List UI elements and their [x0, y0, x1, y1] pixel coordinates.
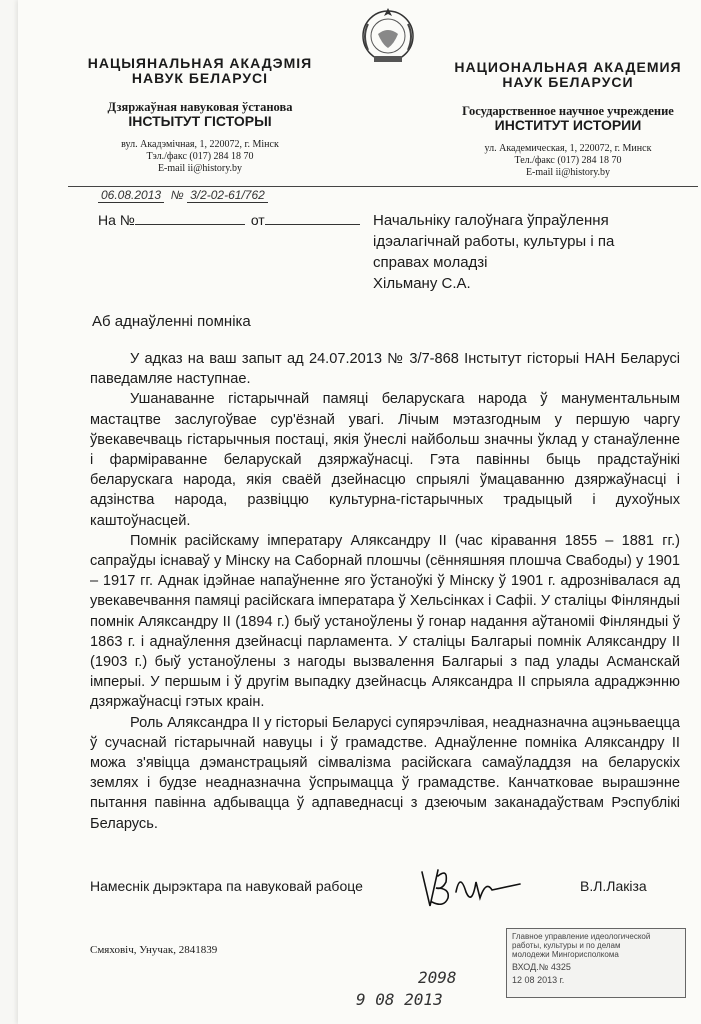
- stamp-org-line: работы, культуры и по делам: [512, 941, 621, 950]
- reference-number-blank: [135, 212, 245, 225]
- stamp-org-line: Главное управление идеологической: [512, 932, 651, 941]
- reference-to-label: На №: [98, 212, 135, 228]
- recipient-line: Хільману С.А.: [373, 275, 471, 292]
- stamp-org-line: молодежи Мингорисполкома: [512, 950, 619, 959]
- reference-line: [98, 212, 360, 228]
- address-ru: ул. Академическая, 1, 220072, г. Минск: [484, 143, 652, 154]
- signatory-name: В.Л.Лакіза: [580, 878, 647, 894]
- phone-ru: Тел./факс (017) 284 18 70: [514, 155, 622, 166]
- org-name-ru-line2: НАУК БЕЛАРУСИ: [502, 74, 634, 90]
- state-emblem-icon: [358, 4, 418, 66]
- institute-name-by: ІНСТЫТУТ ГІСТОРЫІ: [128, 113, 272, 129]
- body-paragraph: У адказ на ваш запыт ад 24.07.2013 № 3/7-868 Інстытут гісторыі НАН Беларусі паведамляе наступнае.: [90, 351, 680, 388]
- outgoing-registration: [98, 188, 268, 202]
- outgoing-no-label: №: [170, 188, 184, 202]
- email-by: E-mail ii@history.by: [157, 163, 243, 174]
- org-name-by-line2: НАВУК БЕЛАРУСІ: [131, 70, 269, 86]
- org-name-ru-line1: НАЦИОНАЛЬНАЯ АКАДЕМИЯ: [454, 59, 682, 75]
- institution-type-ru: Государственное научное учреждение: [462, 104, 674, 118]
- stamp-date-day: 12: [512, 975, 523, 985]
- institution-type-by: Дзяржаўная навуковая ўстанова: [107, 100, 293, 114]
- header-divider: [68, 186, 698, 187]
- incoming-registration-stamp: [506, 928, 686, 998]
- stamp-date-row: [512, 976, 680, 985]
- letter-subject: Аб аднаўленні помніка: [92, 313, 251, 330]
- org-name-by-line1: НАЦЫЯНАЛЬНАЯ АКАДЭМІЯ: [87, 55, 313, 71]
- recipient-block: [373, 210, 683, 294]
- letter-body: [90, 349, 680, 834]
- header-left: [80, 56, 320, 175]
- stamp-date-month: 08: [524, 975, 535, 985]
- body-paragraph: Роль Аляксандра II у гісторыі Беларусі супярэчлівая, неадназначна ацэньваецца ў сучаснай гістарычнай навуцы і ў грамадстве. Аднаўленне помніка Аляксандру II можа з'явіцца дэманстрацыяй сімвалізма расійскага самаўладдзя на беларускіх землях і будзе неадназначна ўспрымацца ў грамадстве. Канчатковае вырашэнне пытання павінна адбывацца ў адпаведнасці з дзеючым заканадаўствам Рэспублікі Беларусь.: [90, 714, 680, 832]
- reference-from-label: от: [250, 212, 265, 228]
- institute-name-ru: ИНСТИТУТ ИСТОРИИ: [494, 117, 642, 133]
- stamp-incoming-label: ВХОД.№: [512, 962, 549, 972]
- handwritten-signature-icon: [416, 862, 526, 912]
- recipient-line: Начальніку галоўнага ўпраўлення: [373, 212, 609, 229]
- body-paragraph: Ушанаванне гістарычнай памяці беларускага народа ў манументальным мастацтве заслугоўвае сур'ёзнай увагі. Лічым мэтазгодным у першую чаргу ўвекавечваць гістарычныя постаці, якія ўнеслі найбольш значны ўклад у станаўленне і фарміраванне беларускай дзяржаўнасці. Гэта павінны быць прадстаўнікі беларускага народа, якія сваёй дзейнасцю спрыялі ўмацаванню дзяржаўнасці і адзінства народа, развіццю культурна-гістарычных традыцый і духоўных каштоўнасцей.: [90, 391, 680, 529]
- reference-date-blank: [265, 212, 360, 225]
- outgoing-date: 06.08.2013: [98, 188, 164, 203]
- executors-note: Смяховіч, Унучак, 2841839: [90, 944, 218, 956]
- email-ru: E-mail ii@history.by: [525, 167, 611, 178]
- stamp-incoming-number: 4325: [550, 962, 571, 972]
- stamp-incoming-row: [512, 963, 680, 972]
- letter-page: [18, 0, 701, 1024]
- stamp-date-year: 2013 г.: [537, 975, 565, 985]
- body-paragraph: Помнік расійскаму імператару Аляксандру II (час кіравання 1855 – 1881 гг.) сапраўды існаваў у Мінску на Саборнай плошчы (сённяшняя плошча Свабоды) у 1901 – 1917 гг. Аднак ідэйнае напаўненне яго ўстаноўкі ў Мінску ў 1901 г. адрознівалася ад увекавечвання памяці расійскага імператара ў Хельсінках і Сафіі. У сталіцы Фінляндыі помнік Аляксандру II (1894 г.) быў устаноўлены ў гонар надання аўтаноміі Фінляндыі ў 1863 г. і аднаўлення дзейнасці парламента. У сталіцы Балгарыі помнік Аляксандру II (1903 г.) быў устаноўлены з нагоды вызвалення Балгарыі з пад улады Асманскай імперыі. У першым і ў другім выпадку дзейнасць Аляксандра II спрыяла адраджэнню дзяржаўнасці гэтых краін.: [90, 532, 680, 711]
- header-right: [438, 60, 698, 179]
- handwritten-number: 2098: [418, 968, 457, 987]
- handwritten-date: 9 08 2013: [356, 990, 443, 1009]
- outgoing-number: 3/2-02-61/762: [187, 188, 268, 203]
- signatory-title: Намеснік дырэктара па навуковай рабоце: [90, 878, 363, 894]
- phone-by: Тэл./факс (017) 284 18 70: [146, 151, 254, 162]
- address-by: вул. Акадэмічная, 1, 220072, г. Мінск: [121, 139, 279, 150]
- recipient-line: ідэалагічнай работы, культуры і па: [373, 233, 615, 250]
- recipient-line: справах моладзі: [373, 254, 488, 271]
